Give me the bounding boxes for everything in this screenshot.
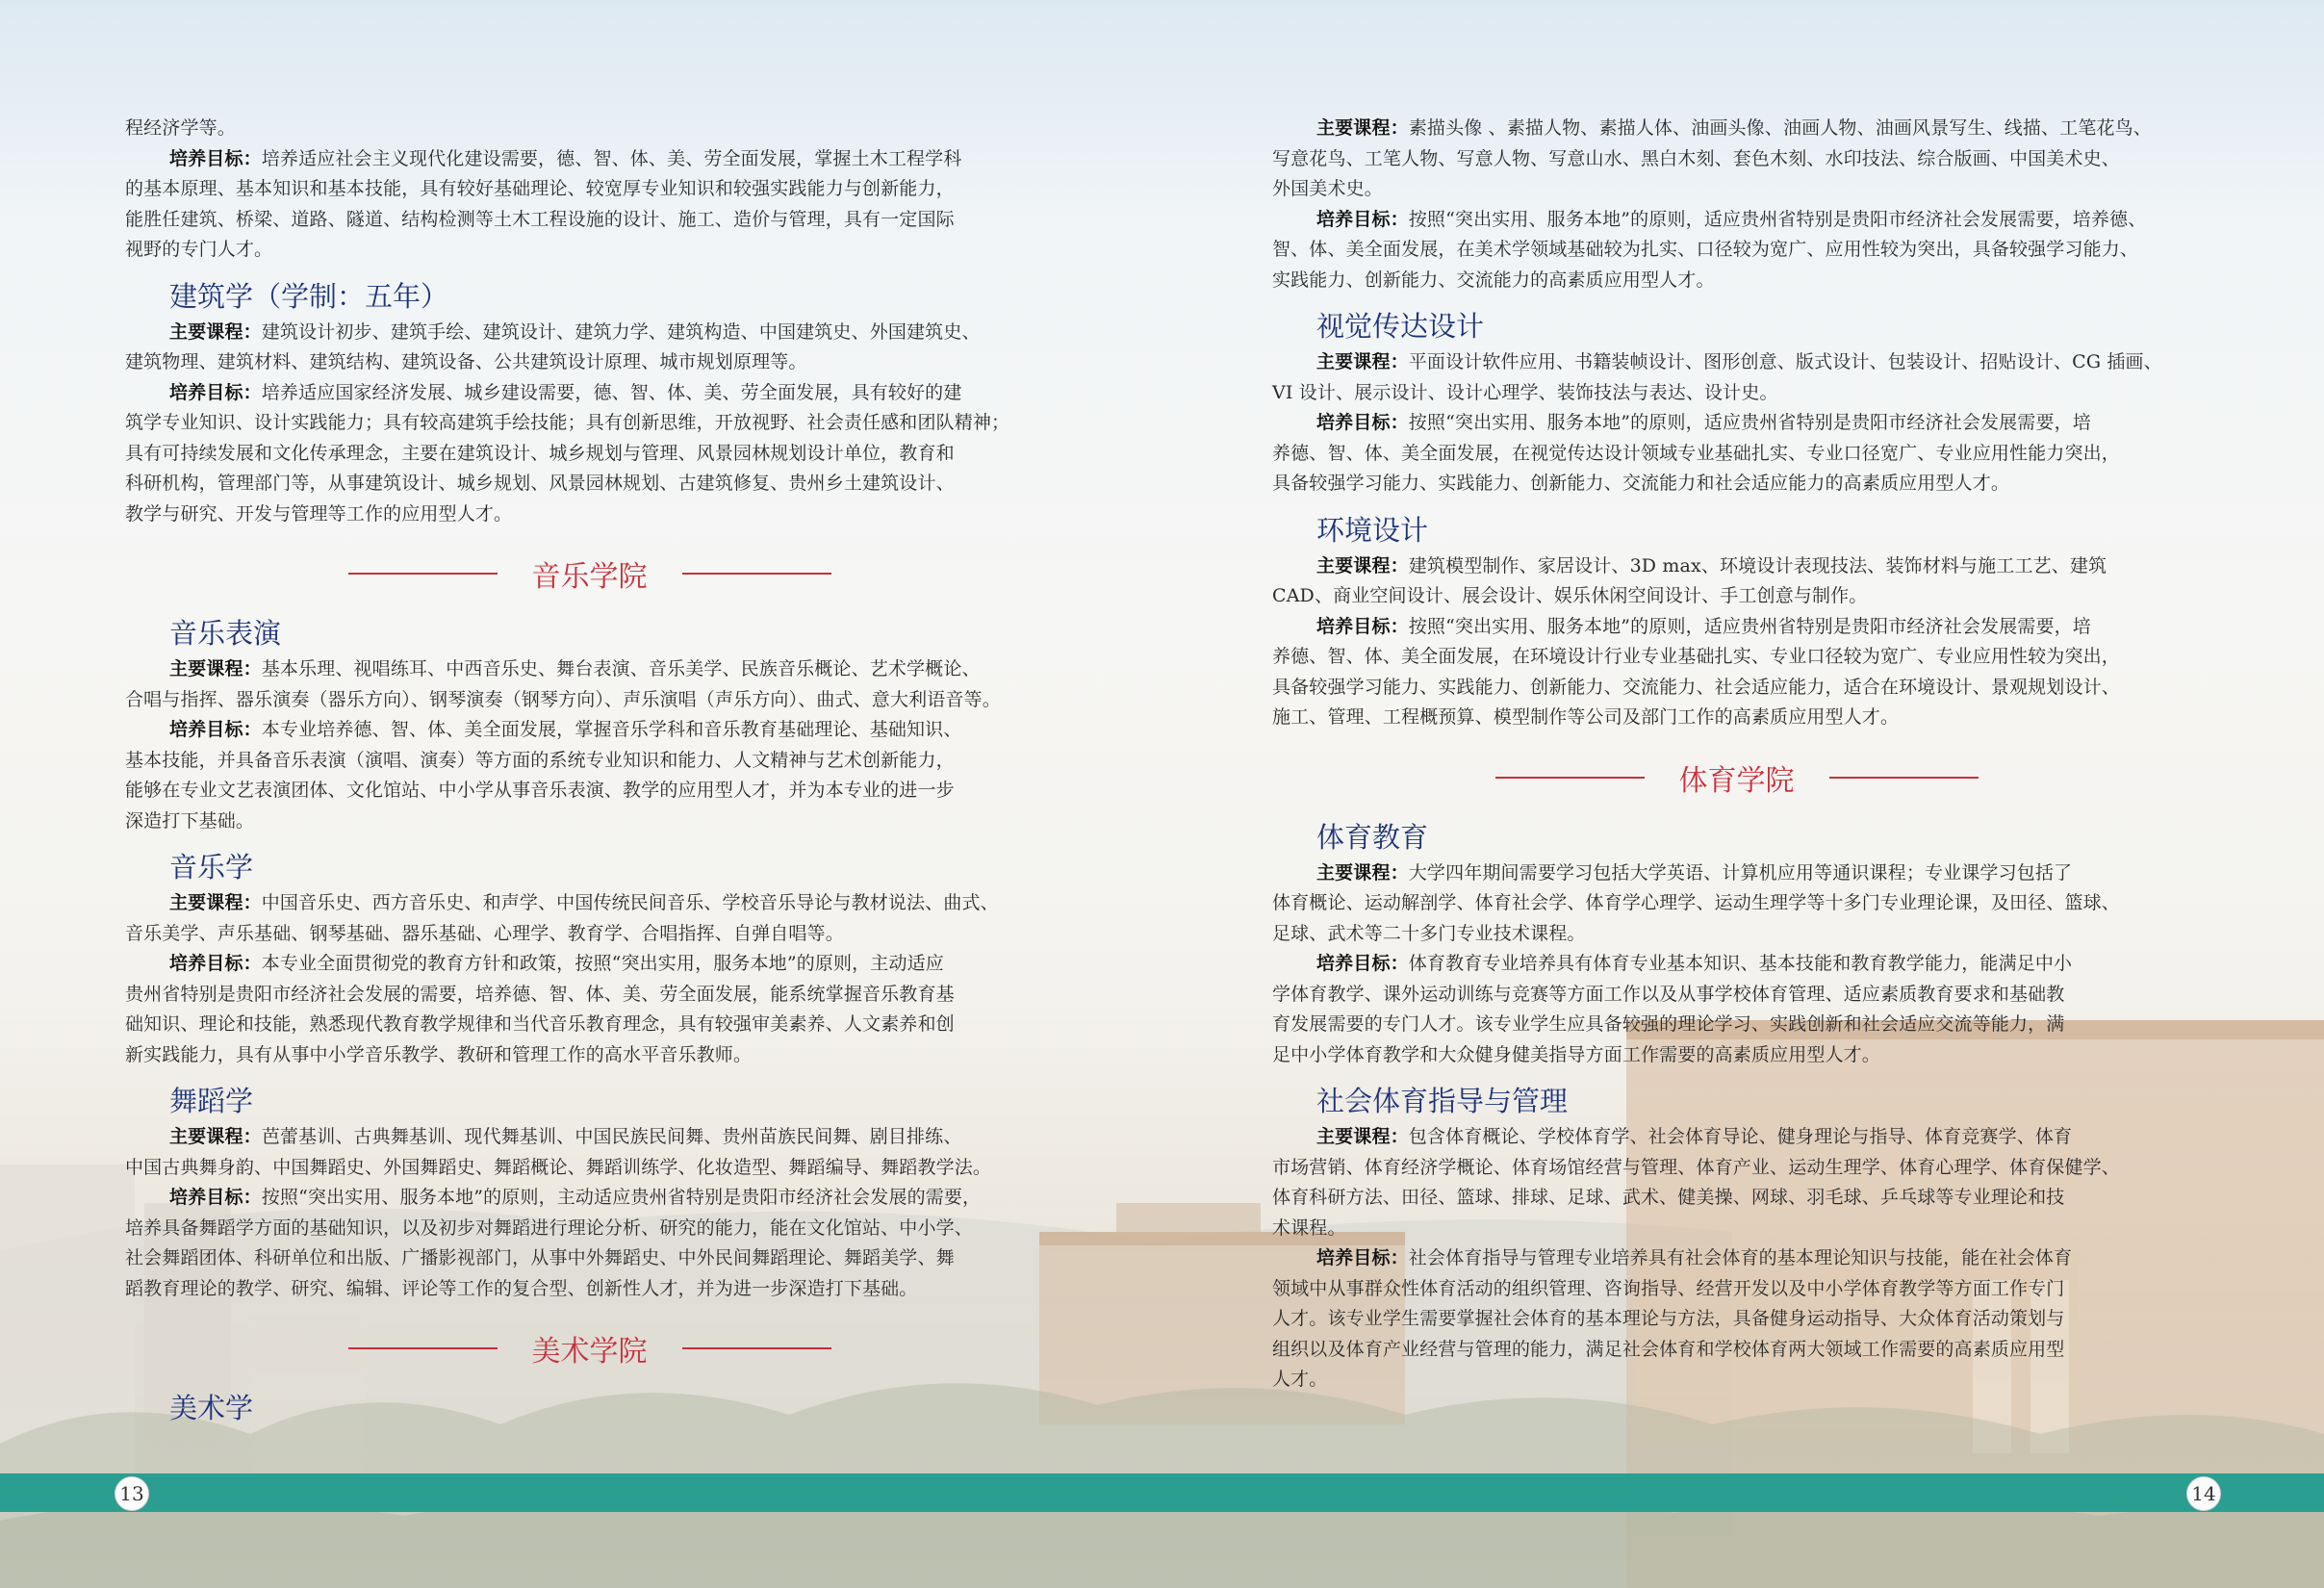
paragraph-line: 基本技能，并具备音乐表演（演唱、演奏）等方面的系统专业知识和能力、人文精神与艺术创新能力，	[125, 749, 955, 771]
paragraph-line: 实践能力、创新能力、交流能力的高素质应用型人才。	[1272, 269, 1715, 291]
major-title: 音乐表演	[169, 617, 282, 650]
section-label: 主要课程：	[169, 1126, 262, 1147]
section-label: 培养目标：	[1316, 615, 1409, 637]
section-label: 主要课程：	[169, 658, 262, 679]
footer-band	[0, 1473, 2324, 1512]
major-title: 美术学	[169, 1392, 254, 1424]
section-text: 按照“突出实用、服务本地”的原则，适应贵州省特别是贵阳市经济社会发展需要，培养德、	[1408, 208, 2147, 230]
right-page-content	[1272, 114, 2201, 1396]
paragraph-line: 的基本原理、基本知识和基本技能，具有较好基础理论、较宽厚专业知识和较强实践能力与创新能力，	[125, 178, 955, 199]
major-title: 视觉传达设计	[1316, 310, 1485, 343]
section-first-line	[1272, 408, 2201, 439]
section-first-line	[1272, 858, 2201, 889]
section-text: 平面设计软件应用、书籍装帧设计、图形创意、版式设计、包装设计、招贴设计、CG 插画、	[1408, 351, 2162, 372]
major-title: 环境设计	[1316, 513, 1429, 547]
college-heading	[125, 1329, 1054, 1368]
section-label: 培养目标：	[1316, 412, 1409, 433]
paragraph-line: 写意花鸟、工笔人物、写意人物、写意山水、黑白木刻、套色木刻、水印技法、综合版画、中国美术史、	[1272, 147, 2120, 169]
section-text: 中国音乐史、西方音乐史、和声学、中国传统民间音乐、学校音乐导论与教材说法、曲式、	[261, 892, 999, 913]
section-text: 本专业全面贯彻党的教育方针和政策，按照“突出实用，服务本地”的原则，主动适应	[261, 953, 944, 974]
paragraph-line: 教学与研究、开发与管理等工作的应用型人才。	[125, 502, 513, 525]
paragraph-line: 能够在专业文艺表演团体、文化馆站、中小学从事音乐表演、教学的应用型人才，并为本专业的进一步	[125, 780, 955, 801]
section-first-line	[1272, 612, 2201, 643]
section-label: 培养目标：	[169, 719, 262, 740]
paragraph-line: 体育概论、运动解剖学、体育社会学、体育学心理学、运动生理学等十多门专业理论课，及田径、篮球、	[1272, 892, 2120, 913]
major-title: 体育教育	[1316, 820, 1429, 854]
paragraph-line: 人才。	[1272, 1369, 1328, 1390]
section-text: 素描头像 、素描人物、素描人体、油画头像、油画人物、油画风景写生、线描、工笔花鸟、	[1408, 117, 2152, 139]
paragraph-line: 市场营销、体育经济学概论、体育场馆经营与管理、体育产业、运动生理学、体育心理学、体育保健学、	[1272, 1156, 2120, 1178]
section-label: 培养目标：	[1316, 1247, 1409, 1268]
section-text: 大学四年期间需要学习包括大学英语、计算机应用等通识课程；专业课学习包括了	[1408, 861, 2073, 884]
section-label: 培养目标：	[169, 381, 262, 403]
paragraph-line: 培养具备舞蹈学方面的基础知识，以及初步对舞蹈进行理论分析、研究的能力，能在文化馆站、中小学、	[125, 1217, 973, 1239]
section-text: 包含体育概论、学校体育学、社会体育导论、健身理论与指导、体育竞赛学、体育	[1408, 1126, 2073, 1147]
section-first-line	[125, 715, 1054, 746]
paragraph-line: 外国美术史。	[1272, 178, 1383, 199]
college-title: 美术学院	[531, 1335, 648, 1369]
section-label: 主要课程：	[169, 892, 262, 913]
divider-line	[682, 573, 831, 575]
section-label: 培养目标：	[169, 953, 262, 974]
section-label: 主要课程：	[169, 320, 262, 343]
section-label: 培养目标：	[169, 147, 262, 169]
paragraph-line: 筑学专业知识、设计实践能力；具有较高建筑手绘技能；具有创新思维，开放视野、社会责任感和团队精神；	[125, 412, 1010, 433]
paragraph-line: 新实践能力，具有从事中小学音乐教学、教研和管理工作的高水平音乐教师。	[125, 1043, 753, 1065]
section-text: 培养适应国家经济发展、城乡建设需要，德、智、体、美、劳全面发展，具有较好的建	[261, 381, 962, 403]
divider-line	[1495, 777, 1645, 779]
paragraph-line: 音乐美学、声乐基础、钢琴基础、器乐基础、心理学、教育学、合唱指挥、自弹自唱等。	[125, 922, 844, 944]
section-first-line	[1272, 1243, 2201, 1274]
section-label: 主要课程：	[1316, 1126, 1409, 1147]
paragraph-line: 育发展需要的专门人才。该专业学生应具备较强的理论学习、实践创新和社会适应交流等能力，满	[1272, 1013, 2065, 1035]
divider-line	[348, 573, 498, 575]
major-title: 音乐学	[169, 851, 254, 884]
divider-line	[682, 1347, 831, 1349]
paragraph-line: 科研机构，管理部门等，从事建筑设计、城乡规划、风景园林规划、古建筑修复、贵州乡土建筑设计、	[125, 473, 955, 494]
section-label: 主要课程：	[1316, 351, 1409, 372]
section-first-line	[1272, 949, 2201, 980]
major-title: 舞蹈学	[169, 1085, 254, 1117]
paragraph-line: 足球、武术等二十多门专业技术课程。	[1272, 922, 1586, 944]
paragraph-line: 础知识、理论和技能，熟悉现代教育教学规律和当代音乐教育理念，具有较强审美素养、人文素养和创	[125, 1013, 955, 1035]
paragraph-line: 合唱与指挥、器乐演奏（器乐方向）、钢琴演奏（钢琴方向）、声乐演唱（声乐方向）、曲式、意大利语音等。	[125, 688, 1001, 710]
paragraph-line: 程经济学等。	[125, 117, 236, 139]
paragraph-line: 人才。该专业学生需要掌握社会体育的基本理论与方法，具备健身运动指导、大众体育活动策划与	[1272, 1308, 2065, 1329]
paragraph-line: 术课程。	[1272, 1217, 1346, 1239]
paragraph-line: 能胜任建筑、桥梁、道路、隧道、结构检测等土木工程设施的设计、施工、造价与管理，具有一定国际	[125, 208, 955, 230]
divider-line	[1829, 777, 1979, 779]
paragraph-line: 具有可持续发展和文化传承理念，主要在建筑设计、城乡规划与管理、风景园林规划设计单位，教育和	[125, 442, 955, 464]
paragraph-line: 视野的专门人才。	[125, 239, 273, 260]
section-label: 主要课程：	[1316, 117, 1409, 139]
section-first-line	[1272, 205, 2201, 236]
paragraph-line: 足中小学体育教学和大众健身健美指导方面工作需要的高素质应用型人才。	[1272, 1043, 1880, 1065]
section-first-line	[125, 144, 1054, 175]
paragraph-line: 智、体、美全面发展，在美术学领域基础较为扎实、口径较为宽广、应用性较为突出，具备较强学习能力、	[1272, 239, 2139, 260]
section-first-line	[1272, 347, 2201, 378]
section-first-line	[125, 888, 1054, 919]
paragraph-line: 具备较强学习能力、实践能力、创新能力、交流能力和社会适应能力的高素质应用型人才。	[1272, 473, 2010, 494]
section-label: 培养目标：	[1316, 208, 1409, 230]
section-first-line	[125, 654, 1054, 685]
paragraph-line: 学体育教学、课外运动训练与竞赛等方面工作以及从事学校体育管理、适应素质教育要求和基础教	[1272, 983, 2065, 1005]
paragraph-line: VI 设计、展示设计、设计心理学、装饰技法与表达、设计史。	[1272, 381, 1778, 403]
paragraph-line: 具备较强学习能力、实践能力、创新能力、交流能力、社会适应能力，适合在环境设计、景观规划设计、	[1272, 676, 2120, 698]
section-first-line	[125, 378, 1054, 409]
college-title: 体育学院	[1678, 763, 1795, 798]
section-first-line	[1272, 114, 2201, 144]
major-title: 社会体育指导与管理	[1316, 1085, 1569, 1117]
section-text: 培养适应社会主义现代化建设需要，德、智、体、美、劳全面发展，掌握土木工程学科	[261, 147, 962, 169]
section-text: 建筑设计初步、建筑手绘、建筑设计、建筑力学、建筑构造、中国建筑史、外国建筑史、	[261, 320, 981, 343]
paragraph-line: 中国古典舞身韵、中国舞蹈史、外国舞蹈史、舞蹈概论、舞蹈训练学、化妆造型、舞蹈编导、舞蹈教学法。	[125, 1156, 992, 1178]
paragraph-line: 深造打下基础。	[125, 809, 255, 832]
paragraph-line: CAD、商业空间设计、展会设计、娱乐休闲空间设计、手工创意与制作。	[1272, 585, 1868, 606]
section-first-line	[125, 949, 1054, 980]
section-text: 按照“突出实用、服务本地”的原则，主动适应贵州省特别是贵阳市经济社会发展的需要，	[261, 1187, 982, 1208]
section-first-line	[1272, 551, 2201, 582]
college-heading	[125, 554, 1054, 593]
paragraph-line: 社会舞蹈团体、科研单位和出版、广播影视部门，从事中外舞蹈史、中外民间舞蹈理论、舞蹈美学、舞	[125, 1247, 955, 1268]
paragraph-line: 养德、智、体、美全面发展，在视觉传达设计领域专业基础扎实、专业口径宽广、专业应用性能力突出，	[1272, 442, 2120, 464]
paragraph-line: 养德、智、体、美全面发展，在环境设计行业专业基础扎实、专业口径较为宽广、专业应用性较为突出，	[1272, 646, 2120, 667]
section-first-line	[125, 1183, 1054, 1214]
college-title: 音乐学院	[531, 560, 648, 594]
college-heading	[1272, 758, 2201, 797]
section-text: 按照“突出实用、服务本地”的原则，适应贵州省特别是贵阳市经济社会发展需要，培	[1408, 615, 2091, 637]
section-label: 主要课程：	[1316, 861, 1409, 884]
divider-line	[348, 1347, 498, 1349]
section-first-line	[125, 1122, 1054, 1153]
section-text: 体育教育专业培养具有体育专业基本知识、基本技能和教育教学能力，能满足中小	[1408, 953, 2073, 974]
section-first-line	[125, 318, 1054, 348]
section-text: 建筑模型制作、家居设计、3D max、环境设计表现技法、装饰材料与施工工艺、建筑	[1408, 554, 2107, 576]
paragraph-line: 蹈教育理论的教学、研究、编辑、评论等工作的复合型、创新性人才，并为进一步深造打下基础。	[125, 1277, 918, 1299]
paragraph-line: 体育科研方法、田径、篮球、排球、足球、武术、健美操、网球、羽毛球、乒乓球等专业理论和技	[1272, 1187, 2065, 1208]
paragraph-line: 贵州省特别是贵阳市经济社会发展的需要，培养德、智、体、美、劳全面发展，能系统掌握音乐教育基	[125, 983, 955, 1005]
left-page-content	[125, 114, 1054, 1429]
page-number-right: 14	[2186, 1476, 2221, 1511]
section-text: 基本乐理、视唱练耳、中西音乐史、舞台表演、音乐美学、民族音乐概论、艺术学概论、	[261, 658, 981, 679]
section-label: 培养目标：	[169, 1187, 262, 1208]
paragraph-line: 组织以及体育产业经营与管理的能力，满足社会体育和学校体育两大领域工作需要的高素质应用型	[1272, 1338, 2065, 1360]
section-text: 本专业培养德、智、体、美全面发展，掌握音乐学科和音乐教育基础理论、基础知识、	[261, 719, 962, 740]
major-title: 建筑学（学制：五年）	[169, 279, 449, 313]
section-text: 芭蕾基训、古典舞基训、现代舞基训、中国民族民间舞、贵州苗族民间舞、剧目排练、	[261, 1126, 962, 1147]
section-first-line	[1272, 1122, 2201, 1153]
page-number-left: 13	[115, 1476, 149, 1511]
paragraph-line: 领域中从事群众性体育活动的组织管理、咨询指导、经营开发以及中小学体育教学等方面工作专门	[1272, 1277, 2065, 1299]
section-text: 按照“突出实用、服务本地”的原则，适应贵州省特别是贵阳市经济社会发展需要，培	[1408, 412, 2091, 433]
section-label: 培养目标：	[1316, 953, 1409, 974]
section-text: 社会体育指导与管理专业培养具有社会体育的基本理论知识与技能，能在社会体育	[1408, 1247, 2073, 1268]
paragraph-line: 建筑物理、建筑材料、建筑结构、建筑设备、公共建筑设计原理、城市规划原理等。	[125, 351, 807, 372]
paragraph-line: 施工、管理、工程概预算、模型制作等公司及部门工作的高素质应用型人才。	[1272, 706, 1900, 728]
section-label: 主要课程：	[1316, 554, 1409, 576]
